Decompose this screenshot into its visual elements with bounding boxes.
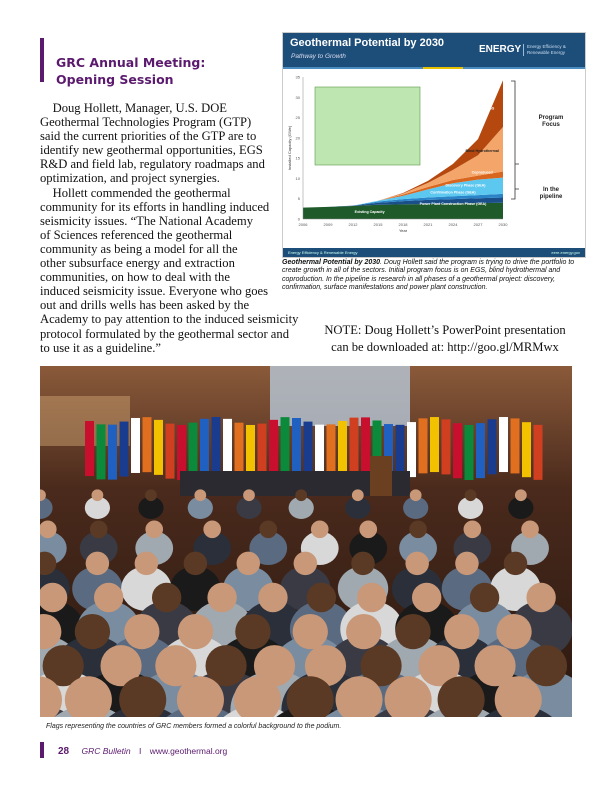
flag xyxy=(200,419,209,474)
attendee-head xyxy=(145,520,163,538)
attendee-head xyxy=(235,614,270,649)
slide-title: Geothermal Potential by 2030 xyxy=(290,37,445,49)
flag xyxy=(361,417,370,472)
y-tick-label: 10 xyxy=(295,175,300,181)
series-label: Blind Hydrothermal xyxy=(465,149,499,154)
flag xyxy=(350,418,359,473)
attendee-head xyxy=(207,583,236,612)
body-line: Academy to pay attention to the induced seismicity xyxy=(40,312,299,327)
flag xyxy=(292,418,301,473)
page-footer xyxy=(58,746,227,757)
body-line: induced seismicity issue. Everyone who goes xyxy=(40,284,269,299)
attendee-head xyxy=(94,583,123,612)
flag xyxy=(166,424,175,479)
flag xyxy=(465,425,474,480)
x-axis-label: Year xyxy=(398,228,408,233)
x-tick-label: 2006 xyxy=(298,222,308,227)
body-line: to use it as a guideline.” xyxy=(40,340,162,355)
y-axis-label: Installed Capacity (GWe) xyxy=(287,125,292,171)
series-label: Coproduced xyxy=(471,170,493,175)
x-tick-label: 2015 xyxy=(373,222,383,227)
y-tick-label: 35 xyxy=(295,74,300,80)
body-line: Geothermal Technologies Program (GTP) xyxy=(40,115,252,130)
note-link[interactable]: can be downloaded at: http://goo.gl/MRMwx xyxy=(331,340,559,354)
flag xyxy=(269,420,278,475)
series-label: Existing Capacity xyxy=(354,209,385,214)
conference-photo xyxy=(40,366,572,717)
slide-footer-left: Energy Efficiency & Renewable Energy xyxy=(288,250,358,255)
attendee-head xyxy=(92,489,104,501)
footer-accent-bar xyxy=(40,742,44,758)
attendee-head xyxy=(409,520,427,538)
attendee-head xyxy=(352,489,364,501)
attendee-head xyxy=(90,520,108,538)
y-tick-label: 30 xyxy=(295,94,300,100)
attendee-head xyxy=(395,614,430,649)
attendee-head xyxy=(294,552,318,576)
slide-footer xyxy=(283,248,585,257)
body-line: community for its efforts in handling induced xyxy=(40,199,270,214)
y-tick-label: 20 xyxy=(295,135,300,141)
attendee-head xyxy=(152,583,181,612)
body-line: seismicity issues. “The National Academy xyxy=(40,213,253,228)
attendee-head xyxy=(359,520,377,538)
footer-url[interactable]: www.geothermal.org xyxy=(149,746,228,756)
note-line: NOTE: Doug Hollett’s PowerPoint presentation xyxy=(324,323,566,337)
attendee-head xyxy=(194,489,206,501)
flag xyxy=(442,419,451,474)
series-label: Discovery Phase (GEA) xyxy=(445,183,486,188)
y-tick-label: 15 xyxy=(295,155,300,161)
x-tick-label: 2012 xyxy=(348,222,358,227)
article-body xyxy=(40,101,300,355)
flag xyxy=(430,417,439,472)
flag xyxy=(476,423,485,478)
flag xyxy=(108,425,117,480)
attendee-head xyxy=(444,614,479,649)
attendee-head xyxy=(526,645,567,686)
body-line: communities, on how to deal with the xyxy=(40,270,230,285)
doe-logo: ENERGY xyxy=(479,44,522,55)
body-line: identify new geothermal opportunities, EGS xyxy=(40,143,263,158)
flag xyxy=(499,417,508,472)
y-tick-label: 25 xyxy=(295,115,300,121)
body-line: out and drills wells has been asked by the xyxy=(40,298,250,313)
caption-bold: Geothermal Potential by 2030 xyxy=(282,259,381,266)
body-line: optimization, and project synergies. xyxy=(40,171,220,186)
x-tick-label: 2027 xyxy=(473,222,483,227)
photo-caption: Flags representing the countries of GRC members formed a colorful background to the podium. xyxy=(46,723,342,730)
program-focus-label: Focus xyxy=(542,122,560,128)
flag xyxy=(407,422,416,477)
program-focus-label: Program xyxy=(538,115,564,121)
heading-line: GRC Annual Meeting: xyxy=(56,55,206,70)
attendee-head xyxy=(410,489,422,501)
attendee-head xyxy=(412,583,441,612)
y-tick-label: 5 xyxy=(297,196,300,202)
attendee-head xyxy=(75,614,110,649)
pipeline-label: pipeline xyxy=(539,194,563,200)
attendee-head xyxy=(203,520,221,538)
eere-logo-text: Energy Efficiency & Renewable Energy xyxy=(523,44,583,56)
attendee-head xyxy=(455,552,479,576)
body-line: protocol formulated by the geothermal sector and xyxy=(40,326,289,341)
slide-header xyxy=(283,33,585,69)
attendee-head xyxy=(521,520,539,538)
attendee-head xyxy=(504,552,528,576)
x-tick-label: 2009 xyxy=(323,222,333,227)
flag xyxy=(223,419,232,474)
body-line: said the current priorities of the GTP are to xyxy=(40,129,257,144)
attendee-head xyxy=(258,583,287,612)
flag xyxy=(97,424,106,479)
attendee-head xyxy=(86,552,110,576)
flag xyxy=(511,418,520,473)
body-line: other subsurface energy and extraction xyxy=(40,256,235,271)
flag xyxy=(154,420,163,475)
series-label: Confirmation Phase (GEA) xyxy=(430,190,476,195)
flag xyxy=(419,418,428,473)
flag xyxy=(534,425,543,480)
body-line: of Sciences referenced the geothermal xyxy=(40,227,233,242)
attendee-head xyxy=(465,489,477,501)
flag xyxy=(522,422,531,477)
attendee-head xyxy=(293,614,328,649)
body-line: Hollett commended the geothermal xyxy=(40,185,231,200)
flag xyxy=(189,423,198,478)
series-label: EGS xyxy=(486,106,495,111)
attendee-head xyxy=(259,520,277,538)
article-heading xyxy=(56,54,205,88)
y-tick-label: 0 xyxy=(297,216,300,222)
attendee-head xyxy=(515,489,527,501)
flag xyxy=(453,423,462,478)
chart-caption xyxy=(282,259,588,293)
flag xyxy=(143,417,152,472)
attendee-head xyxy=(184,552,208,576)
pipeline-label: In the xyxy=(543,187,559,193)
bracket xyxy=(511,81,519,199)
attendee-head xyxy=(470,583,499,612)
attendee-head xyxy=(295,489,307,501)
presentation-note xyxy=(310,322,580,356)
attendee-head xyxy=(357,583,386,612)
chart-slide xyxy=(282,32,586,258)
series-label: Power Plant Construction Phase (GEA) xyxy=(419,201,487,206)
flag xyxy=(120,422,129,477)
attendee-head xyxy=(311,520,329,538)
footer-separator: I xyxy=(139,746,142,756)
heading-accent-bar xyxy=(40,38,44,82)
slide-footer-right: eere.energy.gov xyxy=(551,250,580,255)
resource-inset xyxy=(315,87,420,165)
chart-plot xyxy=(283,69,587,249)
flag xyxy=(85,421,94,476)
body-line: R&D and field lab, regulatory roadmaps and xyxy=(40,157,265,172)
publication-name: GRC Bulletin xyxy=(81,746,131,756)
x-tick-label: 2018 xyxy=(398,222,408,227)
x-tick-label: 2030 xyxy=(498,222,508,227)
flag xyxy=(338,421,347,476)
flag xyxy=(304,422,313,477)
x-tick-label: 2021 xyxy=(423,222,433,227)
attendee-head xyxy=(405,552,429,576)
attendee-head xyxy=(307,583,336,612)
caption-text: . Doug Hollett said the program is trying to drive the portfolio to create growth in all of the sectors. Initial program focus is on EGS, blind hydrothermal and coproduction. In the pipeline is research in all phases of a geothermal project: discovery, confirmation, surface manifestations and power plant construction. xyxy=(282,259,575,292)
attendee-head xyxy=(145,489,157,501)
flag xyxy=(212,417,221,472)
flag xyxy=(281,417,290,472)
page-number: 28 xyxy=(58,746,70,757)
attendee-head xyxy=(124,614,159,649)
heading-line: Opening Session xyxy=(56,72,174,87)
attendee-head xyxy=(135,552,159,576)
attendee-head xyxy=(526,583,555,612)
x-tick-label: 2024 xyxy=(448,222,458,227)
body-line: community as being a model for all the xyxy=(40,241,238,256)
attendee-head xyxy=(178,614,213,649)
slide-subtitle: Pathway to Growth xyxy=(291,53,346,60)
attendee-head xyxy=(464,520,482,538)
attendee-head xyxy=(496,614,531,649)
flag xyxy=(131,418,140,473)
attendee-head xyxy=(351,552,375,576)
body-line: Doug Hollett, Manager, U.S. DOE xyxy=(40,101,227,115)
flag xyxy=(235,423,244,478)
flag xyxy=(258,424,267,479)
attendee-head xyxy=(243,489,255,501)
flag xyxy=(488,419,497,474)
attendee-head xyxy=(237,552,261,576)
attendee-head xyxy=(346,614,381,649)
